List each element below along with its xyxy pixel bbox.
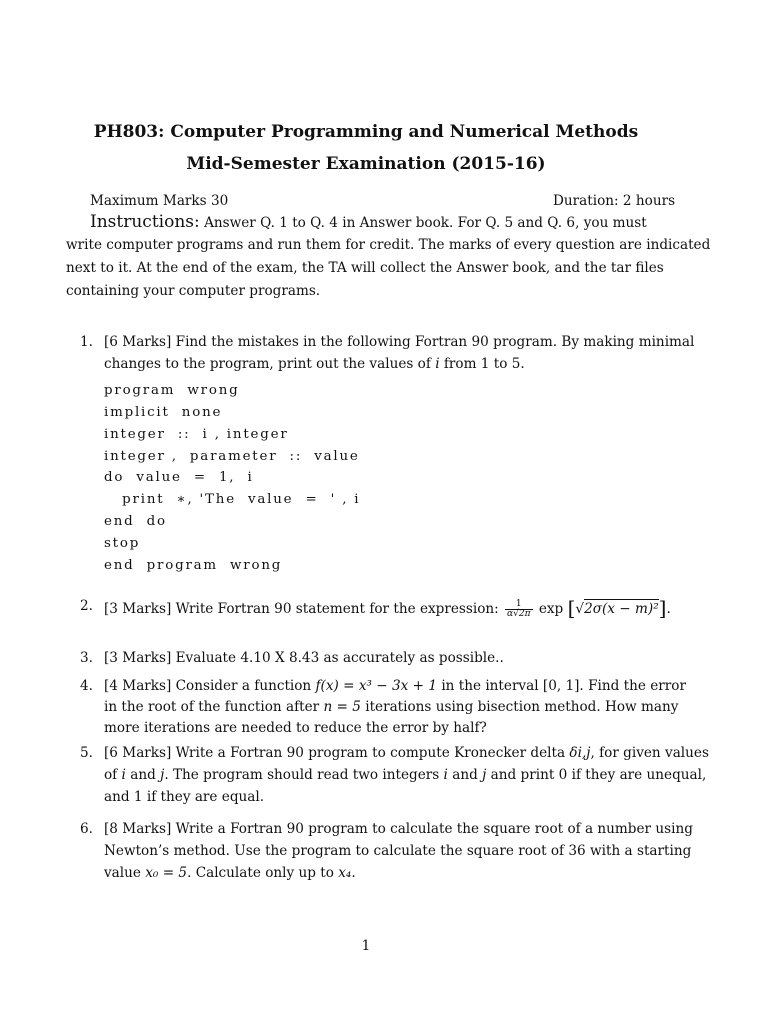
code-line: stop bbox=[104, 536, 141, 551]
code-line: end program wrong bbox=[104, 558, 283, 573]
question-3-number: 3. bbox=[80, 650, 93, 666]
question-5-number: 5. bbox=[80, 745, 93, 761]
question-6-line-1: [8 Marks] Write a Fortran 90 program to calculate the square root of a number using bbox=[104, 821, 693, 837]
variable-i: i bbox=[435, 356, 440, 372]
question-4-number: 4. bbox=[80, 678, 93, 694]
code-line: integer , parameter :: value bbox=[104, 449, 360, 464]
fraction: $\frac{1}{\alpha√2\pi}$ bbox=[507, 599, 531, 619]
question-5-line-3: and 1 if they are equal. bbox=[104, 789, 265, 805]
max-marks: Maximum Marks 30 bbox=[90, 193, 229, 209]
duration: Duration: 2 hours bbox=[553, 193, 676, 209]
question-2-text: [3 Marks] Write Fortran 90 statement for the expression: $\frac{1}{\alpha√2\pi}$ exp [√2σ(x − m)²]. bbox=[104, 596, 671, 620]
instructions-line-2: write computer programs and run them for credit. The marks of every question are indicated bbox=[66, 237, 711, 253]
question-6-line-2: Newton’s method. Use the program to calculate the square root of 36 with a starting bbox=[104, 843, 692, 859]
question-5-line-1: [6 Marks] Write a Fortran 90 program to compute Kronecker delta δi,j, for given values bbox=[104, 745, 709, 761]
code-line: integer :: i , integer bbox=[104, 427, 289, 442]
question-4-line-2: in the root of the function after n = 5 iterations using bisection method. How many bbox=[104, 699, 679, 715]
question-6-line-3: value x₀ = 5. Calculate only up to x₄. bbox=[104, 865, 356, 881]
code-line: do value = 1, i bbox=[104, 470, 254, 485]
question-4-line-3: more iterations are needed to reduce the error by half? bbox=[104, 720, 487, 736]
instructions-label: Instructions: bbox=[90, 212, 200, 232]
exam-subtitle: Mid-Semester Examination (2015-16) bbox=[186, 154, 546, 174]
question-5-line-2: of i and j. The program should read two integers i and j and print 0 if they are unequal, bbox=[104, 767, 707, 783]
page-number: 1 bbox=[361, 938, 371, 954]
question-4-line-1: [4 Marks] Consider a function f(x) = x³ − 3x + 1 in the interval [0, 1]. Find the error bbox=[104, 678, 686, 694]
question-6-number: 6. bbox=[80, 821, 93, 837]
question-1-line-2: changes to the program, print out the values of i from 1 to 5. bbox=[104, 356, 525, 372]
code-line: implicit none bbox=[104, 405, 223, 420]
exam-title: PH803: Computer Programming and Numerical Methods bbox=[93, 122, 639, 142]
question-3-text: [3 Marks] Evaluate 4.10 X 8.43 as accurately as possible.. bbox=[104, 650, 504, 666]
question-1-number: 1. bbox=[80, 334, 93, 350]
instructions-line-3: next to it. At the end of the exam, the TA will collect the Answer book, and the tar files bbox=[66, 260, 664, 276]
expression: 2σ(x − m)² bbox=[584, 601, 659, 617]
instructions-first-line bbox=[90, 212, 647, 232]
code-line: program wrong bbox=[104, 383, 240, 398]
code-line: print ∗, 'The value = ' , i bbox=[104, 492, 361, 507]
instructions-line-4: containing your computer programs. bbox=[66, 283, 321, 299]
code-line: end do bbox=[104, 514, 167, 529]
question-2-number: 2. bbox=[80, 598, 93, 614]
question-1-line-1: [6 Marks] Find the mistakes in the following Fortran 90 program. By making minimal bbox=[104, 334, 695, 350]
instructions-line-1: Answer Q. 1 to Q. 4 in Answer book. For Q. 5 and Q. 6, you must bbox=[204, 215, 647, 231]
